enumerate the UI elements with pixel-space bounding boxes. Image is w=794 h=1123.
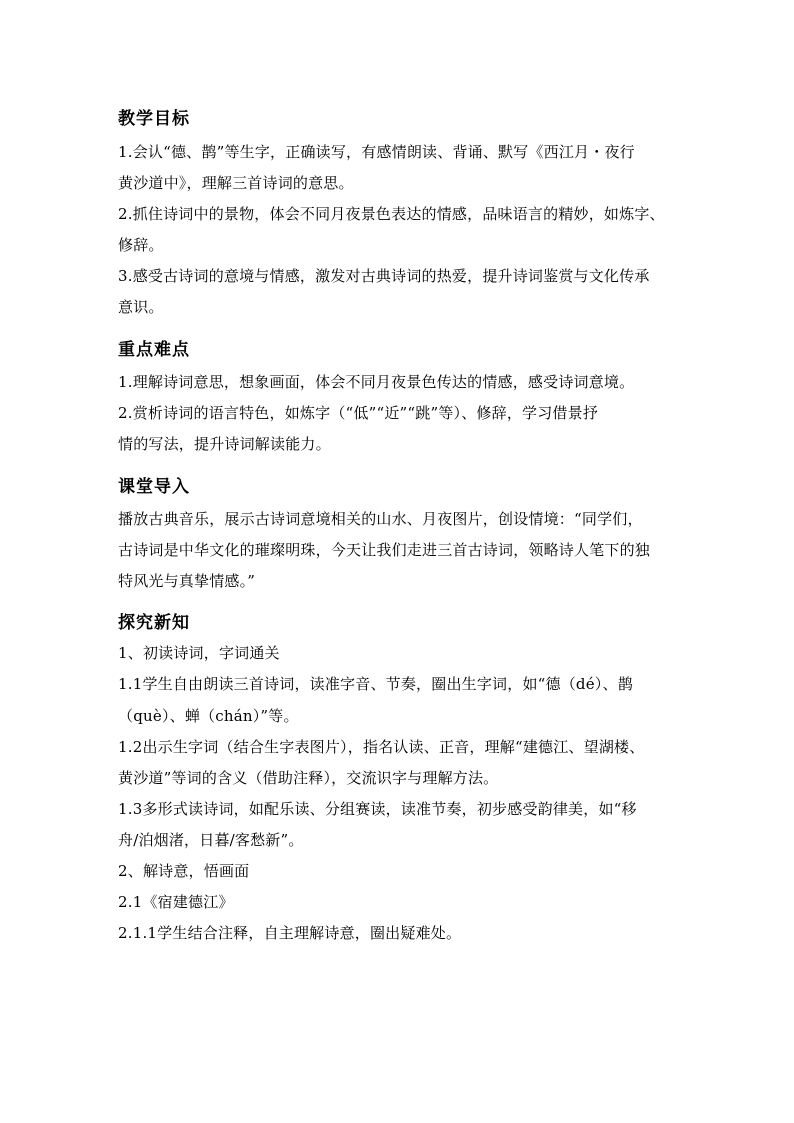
objectives-line: 意识。 [118,298,164,316]
intro-line: 古诗词是中华文化的璀璨明珠，今天让我们走进三首古诗词，领略诗人笔下的独 [118,541,651,559]
key-points-line: 1.理解诗词意思，想象画面，体会不同月夜景色传达的情感，感受诗词意境。 [118,373,635,391]
objectives-line: 黄沙道中》，理解三首诗词的意思。 [118,174,354,192]
explore-line: （què）、蝉（chán）”等。 [118,707,299,725]
explore-line: 2.1.1学生结合注释，自主理解诗意，圈出疑难处。 [118,924,462,942]
heading-key-points: 重点难点 [118,340,190,360]
heading-objectives: 教学目标 [118,109,190,129]
explore-line: 1.1学生自由朗读三首诗词，读准字音、节奏，圈出生字词，如“德（dé）、鹊 [118,675,633,693]
heading-intro: 课堂导入 [118,477,190,497]
explore-line: 舟/泊烟渚，日暮/客愁新”。 [118,831,304,849]
explore-line: 1、初读诗词，字词通关 [118,644,280,662]
key-points-line: 情的写法，提升诗词解读能力。 [118,435,331,453]
key-points-line: 2.赏析诗词的语言特色，如炼字（“低”“近”“跳”等）、修辞，学习借景抒 [118,404,599,422]
explore-line: 1.3多形式读诗词，如配乐读、分组赛读，读准节奏，初步感受韵律美，如“移 [118,800,637,818]
explore-line: 黄沙道”等词的含义（借助注释），交流识字与理解方法。 [118,769,499,787]
objectives-line: 2.抓住诗词中的景物，体会不同月夜景色表达的情感，品味语言的精妙，如炼字、 [118,205,665,223]
explore-line: 1.2出示生字词（结合生字表图片），指名认读、正音，理解“建德江、望湖楼、 [118,738,645,756]
explore-line: 2、解诗意，悟画面 [118,862,250,880]
intro-line: 播放古典音乐，展示古诗词意境相关的山水、月夜图片，创设情境：“同学们， [118,510,643,528]
objectives-line: 3.感受古诗词的意境与情感，激发对古典诗词的热爱，提升诗词鉴赏与文化传承 [118,267,650,285]
objectives-line: 修辞。 [118,236,164,254]
intro-line: 特风光与真挚情感。” [118,572,256,590]
heading-explore: 探究新知 [118,613,190,633]
objectives-line: 1.会认“德、鹊”等生字，正确读写，有感情朗读、背诵、默写《西江月・夜行 [118,143,635,161]
explore-line: 2.1《宿建德江》 [118,893,234,911]
